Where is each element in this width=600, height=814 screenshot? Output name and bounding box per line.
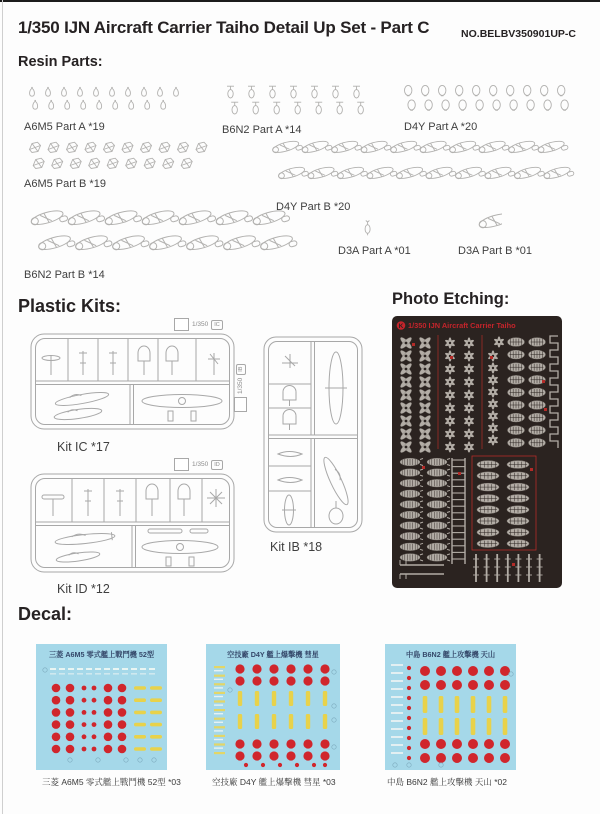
resin-parts-figure xyxy=(400,82,600,114)
resin-group-d3a-part-b xyxy=(458,208,532,257)
resin-parts-figure xyxy=(24,138,253,171)
sprue-tag-box-icon xyxy=(174,318,189,331)
page-title: 1/350 IJN Aircraft Carrier Taiho Detail Up Set - Part C xyxy=(18,18,430,37)
resin-part-label: B6N2 Part B *14 xyxy=(24,269,105,281)
sprue-scale-tag-ib xyxy=(234,364,247,412)
sprue-tag-box-icon xyxy=(174,458,189,471)
resin-group-b6n2-part-b xyxy=(24,210,327,281)
section-heading-plastic: Plastic Kits: xyxy=(18,296,122,316)
sprue-kit-ic xyxy=(30,333,235,430)
decal-caption-b6n2: 中島 B6N2 艦上攻擊機 天山 *02 xyxy=(387,777,507,787)
section-heading-etching: Photo Etching: xyxy=(392,290,510,308)
resin-part-label: D4Y Part A *20 xyxy=(404,121,478,133)
resin-group-a6m5-part-b xyxy=(24,138,253,190)
sprue-tag-scale: 1/350 xyxy=(192,321,209,328)
section-heading-decal: Decal: xyxy=(18,604,73,624)
decal-caption-d4y: 空技廠 D4Y 艦上爆擊機 彗星 *03 xyxy=(212,777,336,787)
product-number: NO.BELBV350901UP-C xyxy=(461,28,576,40)
resin-part-label: D3A Part A *01 xyxy=(338,245,411,257)
sprue-tag-box-icon xyxy=(234,397,247,412)
resin-parts-figure xyxy=(24,210,327,262)
sprue-scale-tag-id xyxy=(174,458,223,471)
sprue-tag-scale: 1/350 xyxy=(192,461,209,468)
resin-part-label: B6N2 Part A *14 xyxy=(222,124,302,136)
sprue-tag-code: IC xyxy=(211,320,223,330)
resin-group-d3a-part-a xyxy=(338,218,411,257)
resin-part-label: D3A Part B *01 xyxy=(458,245,532,257)
resin-parts-figure xyxy=(266,140,600,194)
decal-caption-a6m5: 三菱 A6M5 零式艦上戰鬥機 52型 *03 xyxy=(42,777,181,787)
svg-text:三菱 A6M5 零式艦上戰鬥機 52型: 三菱 A6M5 零式艦上戰鬥機 52型 xyxy=(48,650,155,659)
page-left-border xyxy=(2,0,3,814)
sprue-kit-ib xyxy=(263,336,363,533)
photo-etch-fret xyxy=(392,316,562,588)
resin-group-a6m5-part-a xyxy=(24,84,228,133)
resin-group-d4y-part-b xyxy=(266,140,600,213)
svg-text:空技廠 D4Y 艦上爆擊機 彗星: 空技廠 D4Y 艦上爆擊機 彗星 xyxy=(227,650,319,659)
decal-sheet-a6m5 xyxy=(36,644,167,770)
fret-title: 1/350 IJN Aircraft Carrier Taiho xyxy=(408,321,516,330)
sprue-tag-scale: 1/350 xyxy=(237,377,244,394)
resin-parts-figure xyxy=(338,218,382,238)
resin-parts-figure xyxy=(458,208,502,238)
page-top-border xyxy=(0,0,600,2)
resin-group-d4y-part-a xyxy=(400,82,600,133)
svg-text:K: K xyxy=(398,322,404,330)
sprue-tag-code: IB xyxy=(236,364,246,375)
resin-parts-figure xyxy=(222,82,413,117)
kit-label-ib: Kit IB *18 xyxy=(270,540,323,554)
resin-group-b6n2-part-a xyxy=(222,82,413,136)
resin-part-label: D4Y Part B *20 xyxy=(276,201,351,213)
section-heading-resin: Resin Parts: xyxy=(18,54,103,70)
kit-label-id: Kit ID *12 xyxy=(57,582,110,596)
decal-sheet-b6n2 xyxy=(385,644,516,770)
decal-sheet-d4y xyxy=(206,644,340,770)
sprue-scale-tag-ic xyxy=(174,318,223,331)
kit-label-ic: Kit IC *17 xyxy=(57,440,110,454)
svg-text:中島 B6N2 艦上攻擊機 天山: 中島 B6N2 艦上攻擊機 天山 xyxy=(405,650,496,659)
resin-parts-figure xyxy=(24,84,228,114)
resin-part-label: A6M5 Part B *19 xyxy=(24,178,106,190)
sprue-tag-code: ID xyxy=(211,460,223,470)
resin-part-label: A6M5 Part A *19 xyxy=(24,121,105,133)
sprue-kit-id xyxy=(30,473,235,573)
